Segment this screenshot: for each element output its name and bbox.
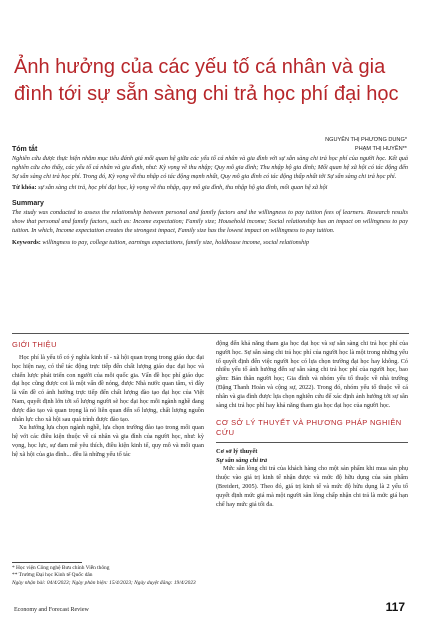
keywords-label: Keywords: xyxy=(12,238,41,246)
footnote-divider xyxy=(12,562,82,563)
author-name: PHẠM THỊ HUYỀN** xyxy=(354,146,407,152)
right-column xyxy=(216,340,408,509)
abstract-en-text: The study was conducted to assess the relationship between personal and family factors and the willingness to pay tuition fees of learners. Research results show that personal and family factors, such as: Income expectation; Family size; Household income; Social relationship has an impact on willingness to pay tuition. In which, Income expectation creates the strongest impact, Family size has the lowest impact on willingness to pay tuition. xyxy=(12,209,408,234)
keywords-text: willingness to pay, college tuition, earnings expectations, family size, holdhouse income, social relationship xyxy=(42,238,310,246)
abstract-vi-text: Nghiên cứu được thực hiện nhằm mục tiêu đánh giá mối quan hệ giữa các yếu tố cá nhân và gia đình với sự sẵn sàng chi trả học phí của người học. Kết quả nghiên cứu cho thấy, các yếu tố cá nhân và gia đình, như: Kỳ vọng về thu nhập; Quy mô gia đình; Thu nhập hộ gia đình; Mối quan hệ xã hội có tác động đến Sự sẵn sàng chi trả học phí. Trong đó, Kỳ vọng về thu nhập có tác động mạnh nhất, Quy mô gia đình có tác động thấp nhất tới Sự sẵn sàng chi trả học phí. xyxy=(12,155,408,180)
page-number: 117 xyxy=(385,600,405,614)
journal-name: Economy and Forecast Review xyxy=(14,607,89,613)
abstract-vi-heading: Tóm tắt xyxy=(12,146,38,153)
body-paragraph: Xu hướng lựa chọn ngành nghề, lựa chọn trường đào tạo trong mối quan hệ với các điều kiện thuộc về cá nhân và gia đình của người học, như: kỳ vọng, học lực, sự đam mê yêu thích, điều kiện kinh tế, quy mô và mối quan hệ xã hội của gia đình... đều là những yếu tố tác xyxy=(12,424,204,458)
subsubsection-heading: Sự sẵn sàng chi trả xyxy=(216,457,268,465)
subsection-heading: Cơ sở lý thuyết xyxy=(216,448,258,456)
article-title: Ảnh hưởng của các yếu tố cá nhân và gia đình tới sự sẵn sàng chi trả học phí đại học xyxy=(14,56,399,105)
abstract-en-keywords xyxy=(12,239,408,248)
submission-dates: Ngày nhận bài: 04/4/2023; Ngày phản biện: 15/4/2023; Ngày duyệt đăng: 19/4/2023 xyxy=(12,579,196,586)
abstract-en-heading: Summary xyxy=(12,200,44,208)
footnote: ** Trường Đại học Kinh tế Quốc dân xyxy=(12,572,93,579)
section-heading-basis: CƠ SỞ LÝ THUYẾT VÀ PHƯƠNG PHÁP NGHIÊN CỨU xyxy=(216,418,402,438)
section-divider xyxy=(12,333,409,334)
body-paragraph: động đến khả năng tham gia học đại học và sự sẵn sàng chi trả học phí của người học. Sự sẵn sàng chi trả học phí của người học là một trong những yếu tố quyết định đến việc người học có lựa chọn trường đại học hay không. Có nhiều yếu tố ảnh hưởng đến sự sẵn sàng chi trả học phí của người học, bao gồm: Bản thân người học; Gia đình và nhóm yếu tố thuộc về nhà trường (Đặng Thanh Hoàn và cộng sự, 2022). Trong đó, nhóm yếu tố thuộc về cá nhân và gia đình được lựa chọn nghiên cứu để xác định ảnh hưởng tới sự sẵn sàng chi trả học phí hay khả năng tham gia học đại học của người học. xyxy=(216,340,408,409)
footnote: * Học viện Công nghệ Bưu chính Viễn thông xyxy=(12,565,110,571)
abstract-block xyxy=(12,145,408,247)
body-paragraph: Mức sẵn lòng chi trả của khách hàng cho một sản phẩm khi mua sản phụ thuộc vào giá trị kinh tế nhận được và mức độ hữu dụng của sản phẩm (Breidert, 2005). Theo đó, giá trị kinh tế và mức độ hữu dụng là 2 yếu tố quyết định mức giá mà một người sẵn lòng chấp nhận chi trả là mức giá hạn chế hay mức giá tối đa. xyxy=(216,465,408,508)
section-heading-intro: GIỚI THIỆU xyxy=(12,340,57,349)
author-name: NGUYỄN THỊ PHƯƠNG DUNG* xyxy=(325,137,407,143)
abstract-vi-keywords xyxy=(12,184,408,193)
left-column xyxy=(12,340,204,460)
keywords-label: Từ khóa: xyxy=(12,184,37,192)
body-paragraph: Học phí là yếu tố có ý nghĩa kinh tế - xã hội quan trọng trong giáo dục đại học hiện nay, có thể tác động trực tiếp đến chất lượng giáo dục đại học và chiến lược phát triển con người của mỗi quốc gia. Vấn đề học phí giáo dục đại học cũng được coi là một vấn đề nóng, được Nhà nước quan tâm, vì đây là vấn đề có ảnh hưởng trực tiếp đến chất lượng đào tạo đại học của Việt Nam, quyết định lớn tới số lượng người sẽ học đại học mỗi ngành nghề đang được đào tạo và quan trọng là nó liên quan đến số lượng, chất lượng nguồn nhân lực cho xã hội sau quá trình được đào tạo. xyxy=(12,354,204,423)
heading-divider xyxy=(216,442,408,443)
footnotes xyxy=(12,565,212,587)
keywords-text: sự sẵn sàng chi trả, học phí đại học, kỳ vọng về thu nhập, quy mô gia đình, thu nhập hộ gia đình, mối quan hệ xã hội xyxy=(38,184,328,192)
